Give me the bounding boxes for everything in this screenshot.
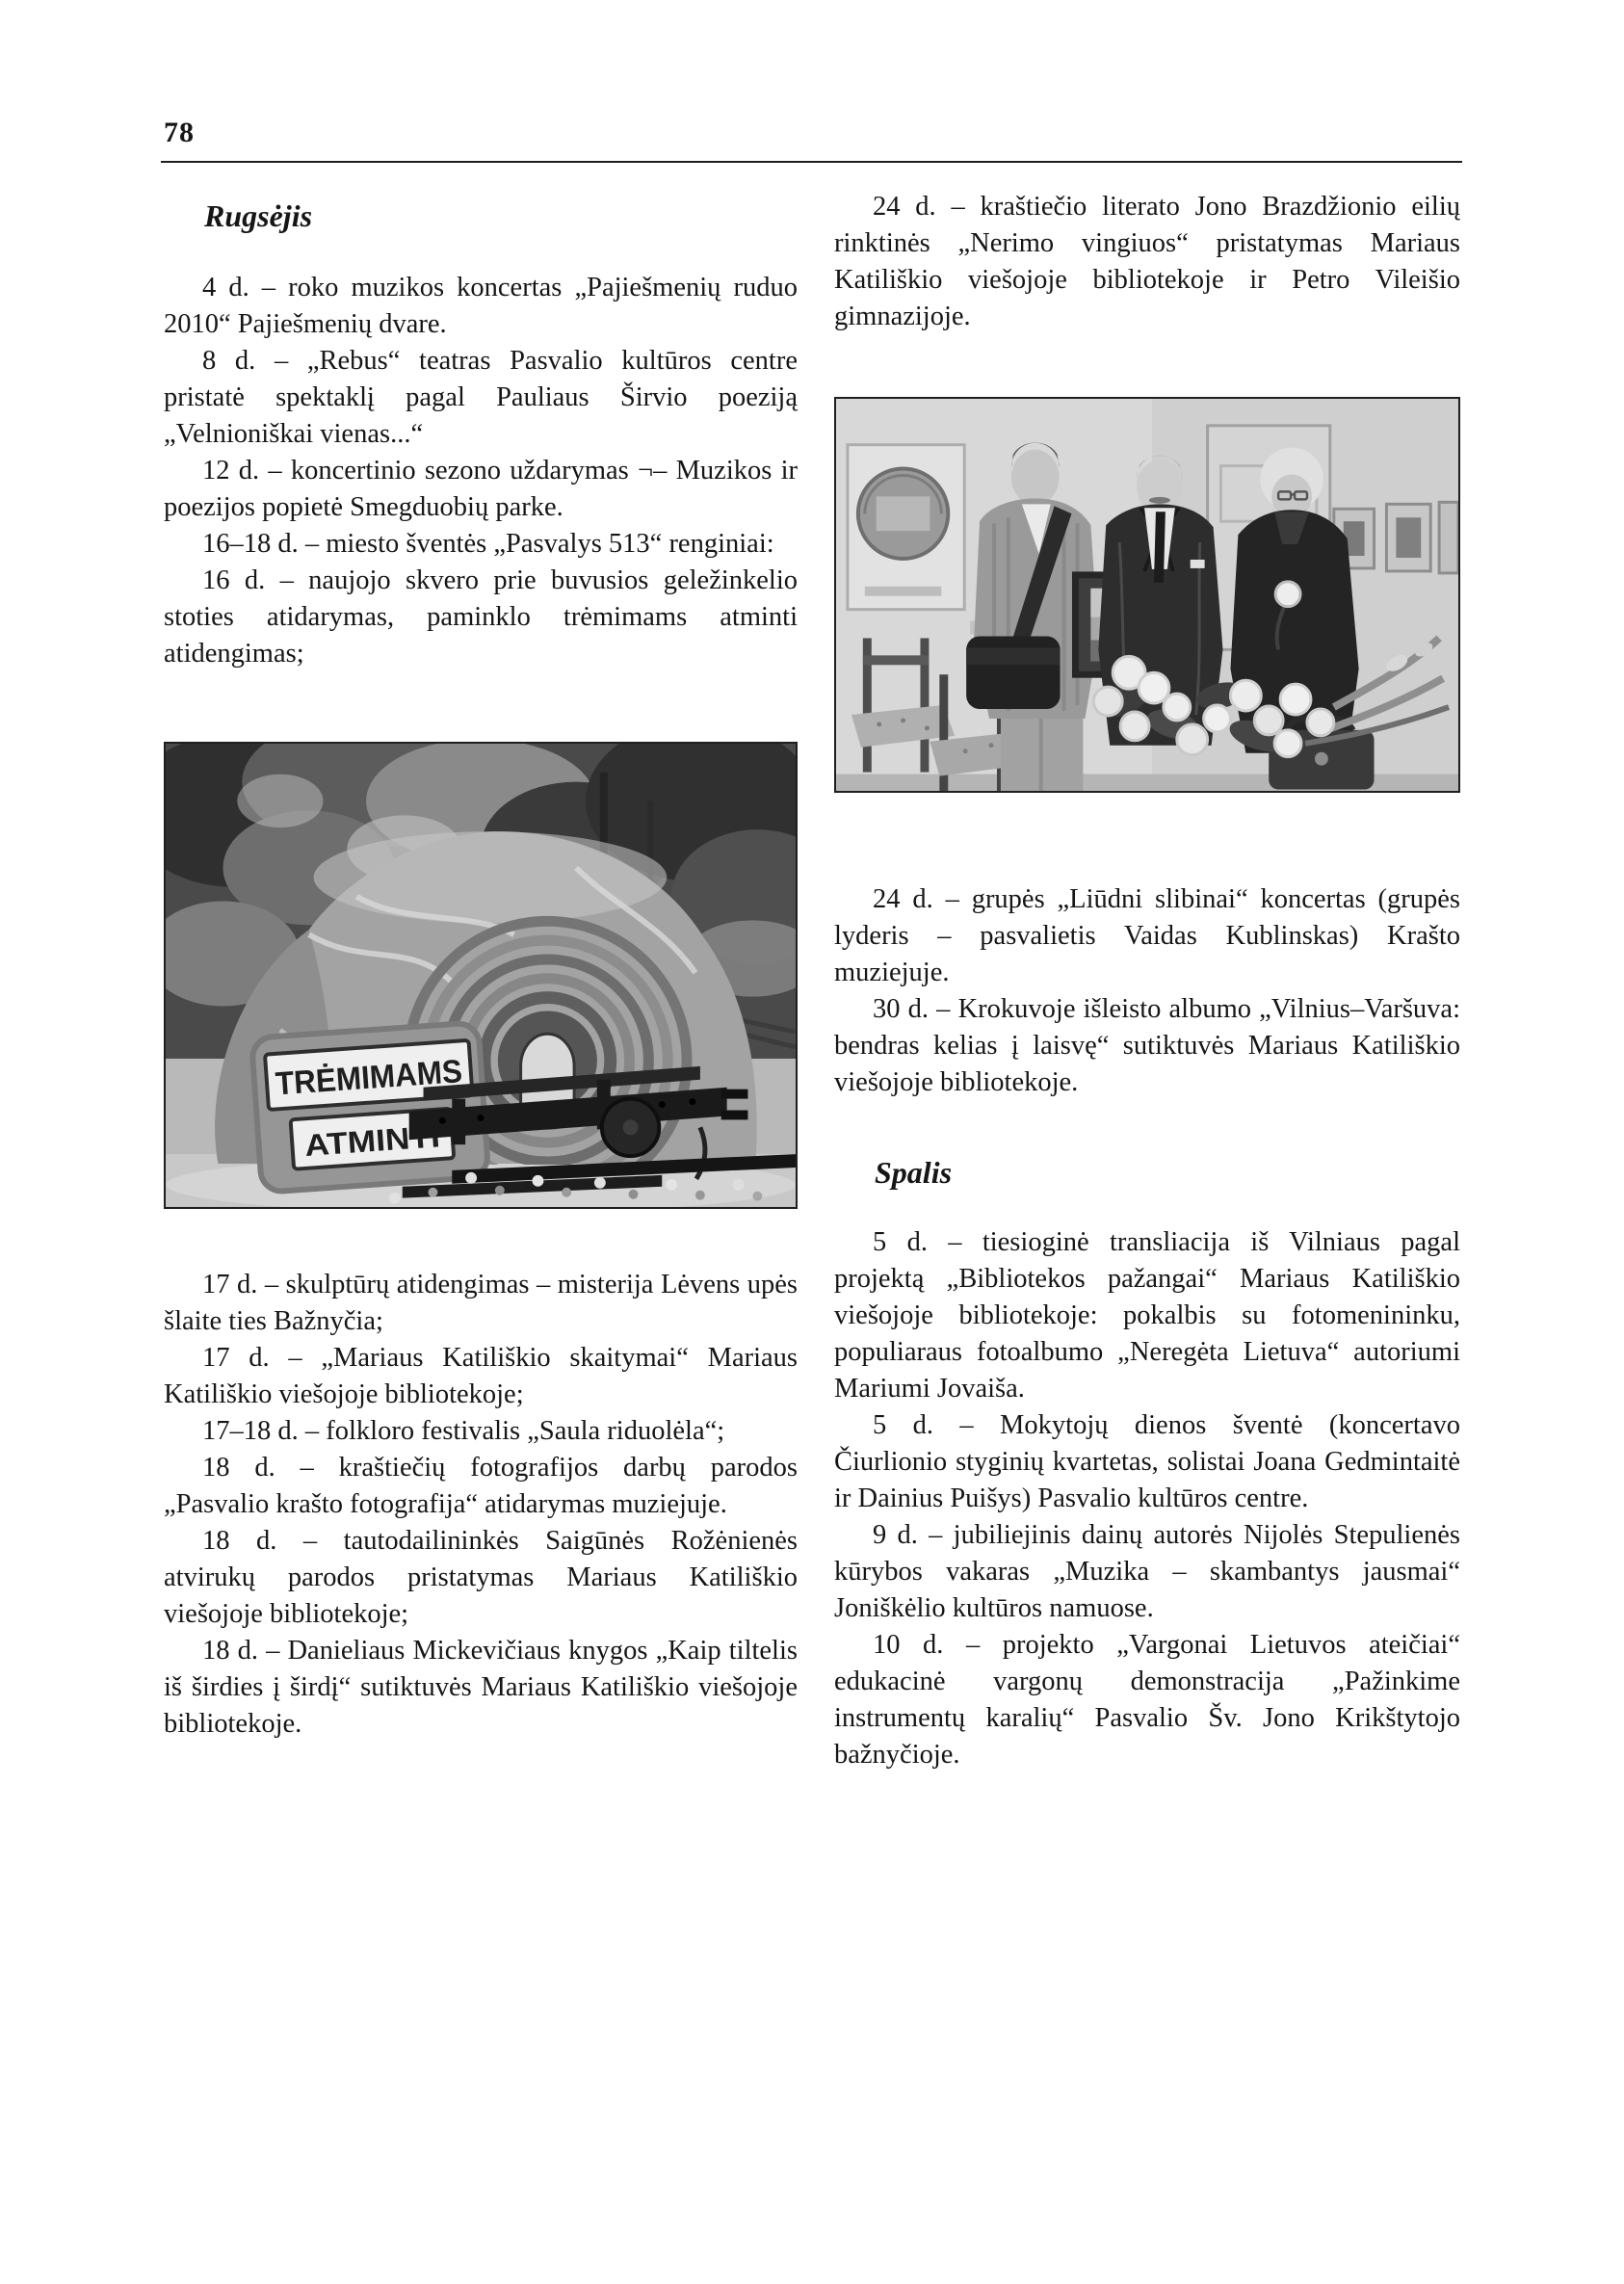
event-entry: 8 d. – „Rebus“ teatras Pasvalio kultūros centre pristatė spektaklį pagal Pauliaus Širvio poeziją „Velnioniškai vienas...“: [164, 346, 798, 449]
section-heading-spalis: Spalis: [875, 1155, 953, 1191]
people-photo-illustration: [836, 399, 1458, 791]
column-right: [834, 183, 1460, 1773]
event-entry: 17 d. – skulptūrų atidengimas – misterija Lėvens upės šlaite ties Bažnyčia;: [164, 1269, 798, 1336]
monument-photo-illustration: [166, 744, 796, 1207]
event-entry: 16–18 d. – miesto šventės „Pasvalys 513“ renginiai:: [202, 529, 774, 559]
event-entry: 17 d. – „Mariaus Katiliškio skaitymai“ Mariaus Katiliškio viešojoje bibliotekoje;: [164, 1342, 798, 1409]
header-divider-rule: [161, 161, 1462, 163]
event-entry: 9 d. – jubiliejinis dainų autorės Nijolės Stepulienės kūrybos vakaras „Muzika – skambantys jausmai“ Joniškėlio kultūros namuose.: [834, 1520, 1460, 1624]
event-entry: 5 d. – Mokytojų dienos šventė (koncertavo Čiurlionio styginių kvartetas, solistai Joana Gedmintaitė ir Dainius Puišys) Pasvalio kultūros centre.: [834, 1410, 1460, 1514]
page-number: 78: [164, 117, 195, 148]
event-entry: 12 d. – koncertinio sezono uždarymas ¬– Muzikos ir poezijos popietė Smegduobių parke.: [164, 456, 798, 522]
people-photo: [834, 397, 1460, 793]
event-entry: 18 d. – Danieliaus Mickevičiaus knygos „Kaip tiltelis iš širdies į širdį“ sutiktuvės Mariaus Katiliškio viešojoje bibliotekoje.: [164, 1635, 798, 1739]
event-entry: 18 d. – kraštiečių fotografijos darbų parodos „Pasvalio krašto fotografija“ atidarymas muziejuje.: [164, 1452, 798, 1519]
event-entry: 24 d. – grupės „Liūdni slibinai“ koncertas (grupės lyderis – pasvalietis Vaidas Kublinskas) Krašto muziejuje.: [834, 884, 1460, 988]
sign-text-line1: TRĖMIMAMS: [274, 1053, 477, 1103]
event-entry: 16 d. – naujojo skvero prie buvusios geležinkelio stoties atidarymas, paminklo trėmimams atminti atidengimas;: [164, 565, 798, 669]
event-entry: 4 d. – roko muzikos koncertas „Pajiešmenių ruduo 2010“ Pajiešmenių dvare.: [164, 273, 798, 339]
section-heading-rugsejis: Rugsėjis: [204, 198, 313, 233]
column-left: [164, 183, 798, 1743]
event-entry: 17–18 d. – folkloro festivalis „Saula riduolėla“;: [202, 1415, 725, 1446]
sign-text-line2: ATMINTI: [303, 1119, 428, 1163]
event-entry: 24 d. – kraštiečio literato Jono Brazdžionio eilių rinktinės „Nerimo vingiuos“ pristatymas Mariaus Katiliškio viešojoje bibliotekoje ir Petro Vileišio gimnazijoje.: [834, 192, 1460, 331]
event-entry: 5 d. – tiesioginė transliacija iš Vilniaus pagal projektą „Bibliotekos pažangai“ Mariaus Katiliškio viešojoje bibliotekoje: pokalbis su fotomenininku, populiaraus fotoalbumo „Neregėta Lietuva“ autoriumi Mariumi Jovaiša.: [834, 1227, 1460, 1405]
event-entry: 10 d. – projekto „Vargonai Lietuvos ateičiai“ edukacinė vargonų demonstracija „Pažinkime instrumentų karalių“ Pasvalio Šv. Jono Krikštytojo bažnyčioje.: [834, 1630, 1460, 1771]
event-entry: 18 d. – tautodailininkės Saigūnės Rožėnienės atvirukų parodos pristatymas Mariaus Katiliškio viešojoje bibliotekoje;: [164, 1525, 798, 1629]
event-entry: 30 d. – Krokuvoje išleisto albumo „Vilnius–Varšuva: bendras kelias į laisvę“ sutiktuvės Mariaus Katiliškio viešojoje bibliotekoje.: [834, 994, 1460, 1098]
monument-photo: [164, 742, 798, 1209]
